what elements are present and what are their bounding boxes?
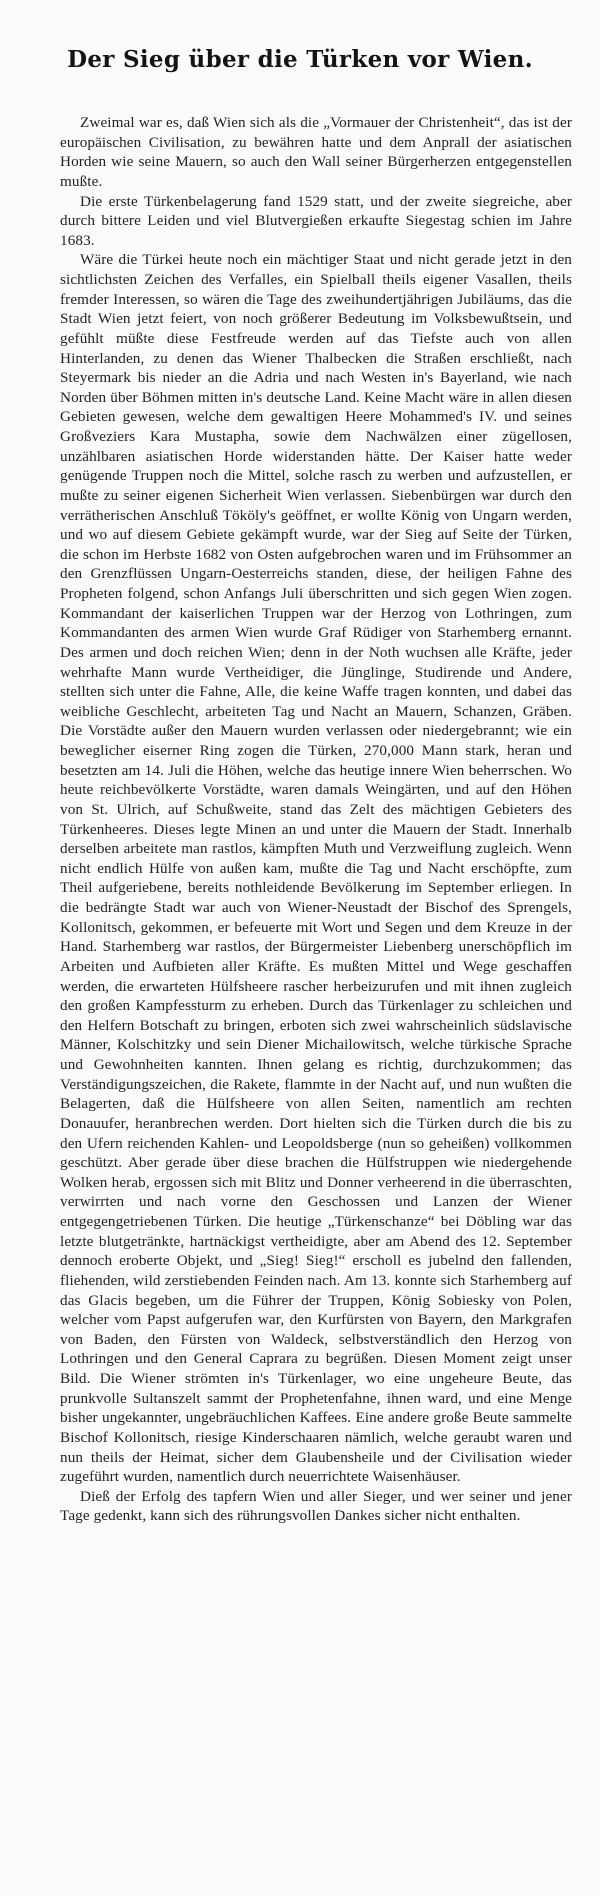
paragraph-first-siege: Die erste Türkenbelagerung fand 1529 statt, und der zweite siegreiche, aber durch bittere Leiden und viel Blutvergießen erkaufte Siegestag schien im Jahre 1683. (60, 192, 572, 249)
article-body (60, 113, 572, 1526)
paragraph-intro: Zweimal war es, daß Wien sich als die „Vormauer der Christenheit“, das ist der europäischen Civilisation, zu bewähren hatte und dem Anprall der asiatischen Horden wie seine Mauern, so auch den Wall seiner Bürgerherzen entgegenstellen mußte. (60, 114, 572, 190)
paragraph-main: Wäre die Türkei heute noch ein mächtiger Staat und nicht gerade jetzt in den sichtlichsten Zeichen des Verfalles, ein Spielball theils eigener Vasallen, theils fremder Interessen, so wären die Tage des zweihundertjährigen Jubiläums, das die Stadt Wien jetzt feiert, von noch größerer Bedeutung im Volksbewußtsein, und gefühlt müßte diese Festfreude werden auf das Tiefste auch von allen Hinterlanden, zu denen das Wiener Thalbecken die Straßen erschließt, nach Steyermark bis nieder an die Adria und nach Westen in's Bayerland, wie nach Norden über Böhmen mitten in's deutsche Land. Keine Macht wäre in allen diesen Gebieten gewesen, welche dem gewaltigen Heere Mohammed's IV. und seines Großveziers Kara Mustapha, sowie dem Nachwälzen einer zügellosen, unzählbaren asiatischen Horde widerstanden hätte. Der Kaiser hatte weder genügende Truppen noch die Mittel, solche rasch zu werben und aufzustellen, er mußte zu seiner eigenen Sicherheit Wien verlassen. Siebenbürgen war durch den verrätherischen Anschluß Tököly's geöffnet, er wollte König von Ungarn werden, und wo auf diesem Gebiete gekämpft wurde, war der Sieg auf Seite der Türken, die schon im Herbste 1682 von Osten aufgebrochen waren und im Frühsommer an den Grenzflüssen Ungarn-Oesterreichs standen, diese, der heiligen Fahne des Propheten folgend, schon Anfangs Juli überschritten und sich gegen Wien zogen. Kommandant der kaiserlichen Truppen war der Herzog von Lothringen, zum Kommandanten des armen Wien wurde Graf Rüdiger von Starhemberg ernannt. Des armen und doch reichen Wien; denn in der Noth wuchsen alle Kräfte, jeder wehrhafte Mann wurde Vertheidiger, die Jünglinge, Studirende und Andere, stellten sich unter die Fahne, Alle, die keine Waffe tragen konnten, und dabei das weibliche Geschlecht, arbeiteten Tag und Nacht an Mauern, Schanzen, Gräben. Die Vorstädte außer den Mauern wurden verlassen oder niedergebrannt; wie ein beweglicher eiserner Ring zogen die Türken, 270,000 Mann stark, heran und besetzten am 14. Juli die Höhen, welche das heutige innere Wien beherrschen. Wo heute reichbevölkerte Vorstädte, waren damals Weingärten, und auf den Höhen von St. Ulrich, auf Schußweite, stand das Zelt des mächtigen Gebieters des Türkenheeres. Dieses legte Minen an und unter die Mauern der Stadt. Innerhalb derselben arbeitete man rastlos, kämpften Muth und Verzweiflung zugleich. Wenn nicht endlich Hülfe von außen kam, mußte die Tag und Nacht erschöpfte, zum Theil aufgeriebene, bereits nothleidende Bevölkerung im September erliegen. In die bedrängte Stadt war auch von Wiener-Neustadt der Bischof des Sprengels, Kollonitsch, gekommen, er befeuerte mit Wort und Segen und dem Kreuze in der Hand. Starhemberg war rastlos, der Bürgermeister Liebenberg unerschöpflich im Arbeiten und Aufbieten aller Kräfte. Es mußten Mittel und Wege geschaffen werden, die erwarteten Hülfsheere rascher herbeizurufen und mit ihnen zugleich den großen Kampfessturm zu erheben. Durch das Türkenlager zu schleichen und den Helfern Botschaft zu bringen, erboten sich zwei wahrscheinlich südslavische Männer, Kolschitzky und sein Diener Michailowitsch, welche türkische Sprache und Gewohnheiten kannten. Ihnen gelang es richtig, durchzukommen; das Verständigungszeichen, die Rakete, flammte in der Nacht auf, und nun wußten die Belagerten, daß die Hülfsheere von allen Seiten, namentlich am rechten Donauufer, heranbrechen werden. Dort hielten sich die Türken durch die bis zu den Ufern reichenden Kahlen- und Leopoldsberge (nun so geheißen) vollkommen geschützt. Aber gerade über diese brachen die Hülfstruppen wie niedergehende Wolken herab, ergossen sich mit Blitz und Donner verheerend in die überraschten, verwirrten und nach vorne den Geschossen und Lanzen der Wiener entgegengetriebenen Türken. Die heutige „Türkenschanze“ bei Döbling war das letzte blutgetränkte, hartnäckigst vertheidigte, aber am Abend des 12. September dennoch eroberte Objekt, und „Sieg! Sieg!“ erscholl es jubelnd den fallenden, fliehenden, wild zerstiebenden Feinden nach. Am 13. konnte sich Starhemberg auf das Glacis begeben, um die Führer der Truppen, König Sobiesky von Polen, welcher vom Papst aufgerufen war, den Kurfürsten von Bayern, den Markgrafen von Baden, den Fürsten von Waldeck, selbstverständlich den Herzog von Lothringen und den General Caprara zu begrüßen. Diesen Moment zeigt unser Bild. Die Wiener strömten in's Türkenlager, wo eine ungeheure Beute, das prunkvolle Sultanszelt sammt der Prophetenfahne, ihnen ward, und eine Menge bisher ungekannter, ungebräuchlichen Kaffees. Eine andere große Beute sammelte Bischof Kollonitsch, riesige Kinderschaaren nämlich, welche geraubt waren und nun theils der Heimat, sicher dem Glaubensheile und der Civilisation wieder zugeführt wurden, namentlich durch neuerrichtete Waisenhäuser. (60, 251, 572, 1486)
article-title: Der Sieg über die Türken vor Wien. (67, 46, 533, 73)
paragraph-closing: Dieß der Erfolg des tapfern Wien und aller Sieger, und wer seiner und jener Tage gedenkt, kann sich des rührungsvollen Dankes sicher nicht enthalten. (60, 1487, 572, 1525)
